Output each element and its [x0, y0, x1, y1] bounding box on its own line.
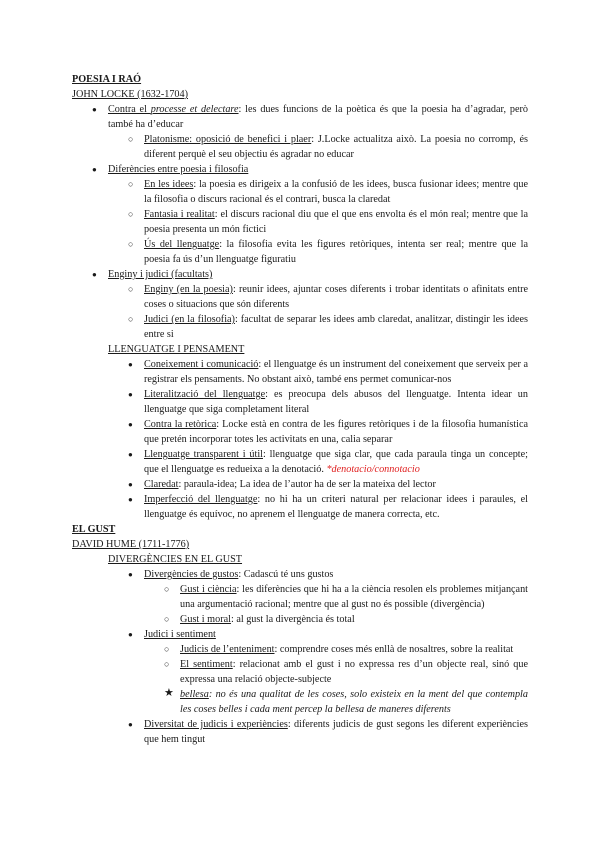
list-item: ○ Gust i ciència: les diferències que hi ha a la ciència resolen els problemes mitjançant una argumentació racional; mentre que al gust no és possible (divergència) [164, 584, 529, 610]
star-bullet-icon: ★ [164, 687, 174, 699]
filled-bullet-icon: ● [92, 270, 97, 279]
list-item: ● Judici i sentiment [128, 629, 216, 640]
author-hume: DAVID HUME (1711-1776) [72, 539, 190, 550]
list-item: ○ Fantasia i realitat: el discurs racional diu que el que ens envolta és el món real; mentre que la poesia presenta un món fictici [128, 209, 528, 235]
section-title-poesia: POESIA I RAÓ [72, 74, 142, 85]
document-page [72, 72, 528, 747]
filled-bullet-icon: ● [128, 570, 133, 579]
list-item: ● Literalització del llenguatge: es preocupa dels abusos del llenguatge. Intenta idear un llenguatge que siga completament literal [128, 389, 528, 415]
open-bullet-icon: ○ [164, 614, 170, 624]
list-item: ● Coneixement i comunicació: el llenguatge és un instrument del coneixement que serveix per a registrar els pensaments. No obstant això, també ens permet comunicar-nos [128, 359, 529, 385]
open-bullet-icon: ○ [128, 179, 134, 189]
filled-bullet-icon: ● [128, 420, 133, 429]
list-item: ● Contra el processe et delectare: les dues funcions de la poètica és que la poesia ha d’agradar, però també ha d’educar [92, 104, 528, 130]
filled-bullet-icon: ● [92, 105, 97, 114]
list-item: ○ Ús del llenguatge: la filosofia evita les figures retòriques, intenta ser real; mentre que la poesia fa ús d’un llenguatge figuratiu [128, 239, 528, 265]
red-annotation: *denotacio/connotacio [326, 464, 420, 475]
open-bullet-icon: ○ [128, 209, 134, 219]
list-item: ○ En les idees: la poesia es dirigeix a la confusió de les idees, busca fusionar idees; mentre que la filosofia o discurs racional és el contrari, busca la claredat [128, 179, 528, 205]
subheading-divergencies: DIVERGÈNCIES EN EL GUST [108, 554, 243, 565]
open-bullet-icon: ○ [164, 584, 170, 594]
open-bullet-icon: ○ [164, 644, 170, 654]
list-item: ○ Platonisme: oposició de benefici i plaer: J.Locke actualitza això. La poesia no corromp, és diferent perquè el seu objectiu és agradar no educar [128, 134, 528, 160]
open-bullet-icon: ○ [164, 659, 170, 669]
list-item: ★ bellesa: no és una qualitat de les coses, solo existeix en la ment del que contempla les coses belles i cada ment percep la bellesa de maneres diferents [164, 687, 528, 715]
filled-bullet-icon: ● [128, 495, 133, 504]
open-bullet-icon: ○ [128, 284, 134, 294]
list-item: ● Imperfecció del llenguatge: no hi ha un criteri natural per relacionar idees i paraules, el llenguatge és equívoc, no aprenem el llenguatge de manera correcta, etc. [128, 494, 528, 520]
filled-bullet-icon: ● [128, 360, 133, 369]
list-item: ○ Gust i moral: al gust la divergència és total [164, 614, 355, 625]
filled-bullet-icon: ● [128, 390, 133, 399]
list-item: ● Claredat: paraula-idea; La idea de l’autor ha de ser la mateixa del lector [128, 479, 436, 490]
list-item: ● Enginy i judici (facultats) [92, 269, 213, 280]
list-item: ● Divergències de gustos: Cadascú té uns gustos [128, 569, 334, 580]
list-item: ● Diferències entre poesia i filosofia [92, 164, 249, 175]
list-item: ● Diversitat de judicis i experiències: diferents judicis de gust segons les diferent experiències que hem tingut [128, 719, 528, 745]
list-item: ○ El sentiment: relacionat amb el gust i no expressa res d’un objecte real, sinó que expressa una relació objecte-subjecte [164, 659, 528, 685]
list-item: ○ Enginy (en la poesia): reunir idees, ajuntar coses diferents i trobar identitats o afinitats entre coses o situacions que són diferents [128, 284, 528, 310]
filled-bullet-icon: ● [128, 720, 133, 729]
filled-bullet-icon: ● [128, 480, 133, 489]
list-item: ● Llenguatge transparent i útil: llenguatge que siga clar, que cada paraula tinga un concepte; que el llenguatge es redueixa a la denotació. *denotacio/connotacio [128, 449, 528, 475]
list-item: ● Contra la retòrica: Locke està en contra de les figures retòriques i de la filosofia humanística que pretén incorporar totes les activitats en una, calia separar [128, 419, 528, 445]
section-title-gust: EL GUST [72, 524, 116, 535]
filled-bullet-icon: ● [128, 450, 133, 459]
list-item: ○ Judicis de l’enteniment: comprendre coses més enllà de nosaltres, sobre la realitat [164, 644, 514, 655]
author-locke: JOHN LOCKE (1632-1704) [72, 89, 189, 100]
open-bullet-icon: ○ [128, 239, 134, 249]
list-item: ○ Judici (en la filosofia): facultat de separar les idees amb claredat, analitzar, distingir les idees entre si [128, 314, 528, 340]
filled-bullet-icon: ● [128, 630, 133, 639]
subheading-llenguatge: LLENGUATGE I PENSAMENT [108, 344, 245, 355]
open-bullet-icon: ○ [128, 314, 134, 324]
open-bullet-icon: ○ [128, 134, 134, 144]
filled-bullet-icon: ● [92, 165, 97, 174]
